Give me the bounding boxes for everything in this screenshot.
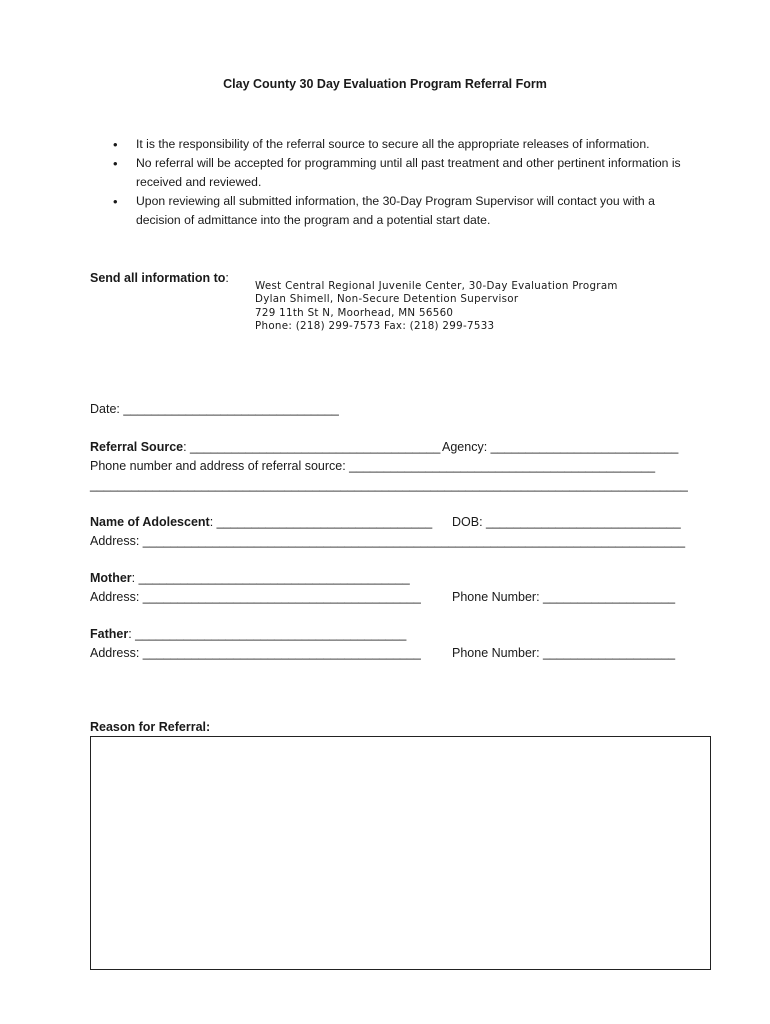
address-line: West Central Regional Juvenile Center, 30-Day Evaluation Program	[255, 280, 618, 292]
agency-field[interactable]: Agency: ___________________________	[442, 440, 679, 454]
send-info-label-text: Send all information to	[90, 271, 226, 285]
reason-label	[90, 720, 210, 734]
referral-address-continuation[interactable]: ______________________________________________________________________________________	[90, 478, 688, 492]
father-label: Father	[90, 627, 129, 641]
father-field[interactable]	[90, 627, 406, 641]
instructions-list	[113, 135, 693, 230]
father-phone-field[interactable]: Phone Number: ___________________	[452, 646, 676, 660]
form-title: Clay County 30 Day Evaluation Program Referral Form	[223, 77, 547, 91]
mother-field[interactable]	[90, 571, 410, 585]
mother-address-field[interactable]: Address: ________________________________________	[90, 590, 421, 604]
adolescent-name-field[interactable]	[90, 515, 432, 529]
dob-field[interactable]: DOB: ____________________________	[452, 515, 681, 529]
adolescent-name-label: Name of Adolescent	[90, 515, 210, 529]
instruction-item: • No referral will be accepted for programming until all past treatment and other pertinent information is received and reviewed.	[113, 154, 693, 192]
mother-phone-field[interactable]: Phone Number: ___________________	[452, 590, 676, 604]
referral-source-label: Referral Source	[90, 440, 184, 454]
referral-source-field[interactable]	[90, 440, 440, 454]
send-address-block	[255, 280, 618, 333]
adolescent-address-field[interactable]: Address: ______________________________________________________________________________	[90, 534, 686, 548]
instruction-item: • Upon reviewing all submitted information, the 30-Day Program Supervisor will contact you with a decision of admittance into the program and a potential start date.	[113, 192, 693, 230]
address-line: 729 11th St N, Moorhead, MN 56560	[255, 306, 454, 319]
reason-label-text: Reason for Referral:	[90, 720, 211, 734]
father-blank[interactable]: : _______________________________________	[128, 627, 407, 641]
adolescent-name-blank[interactable]: : _______________________________	[209, 515, 433, 529]
send-info-colon: :	[225, 271, 229, 285]
send-info-label	[90, 271, 229, 285]
referral-phone-address-field[interactable]: Phone number and address of referral source: ____________________________________________	[90, 459, 656, 473]
instruction-item: • It is the responsibility of the referral source to secure all the appropriate releases of information.	[113, 135, 693, 154]
address-line: Dylan Shimell, Non-Secure Detention Supervisor	[255, 293, 519, 306]
father-address-field[interactable]: Address: ________________________________________	[90, 646, 421, 660]
referral-source-blank[interactable]: : ____________________________________	[183, 440, 441, 454]
reason-for-referral-box[interactable]	[90, 736, 711, 970]
date-field[interactable]: Date: _______________________________	[90, 402, 339, 416]
mother-label: Mother	[90, 571, 132, 585]
address-line: Phone: (218) 299-7573 Fax: (218) 299-7533	[255, 319, 495, 332]
mother-blank[interactable]: : _______________________________________	[131, 571, 410, 585]
